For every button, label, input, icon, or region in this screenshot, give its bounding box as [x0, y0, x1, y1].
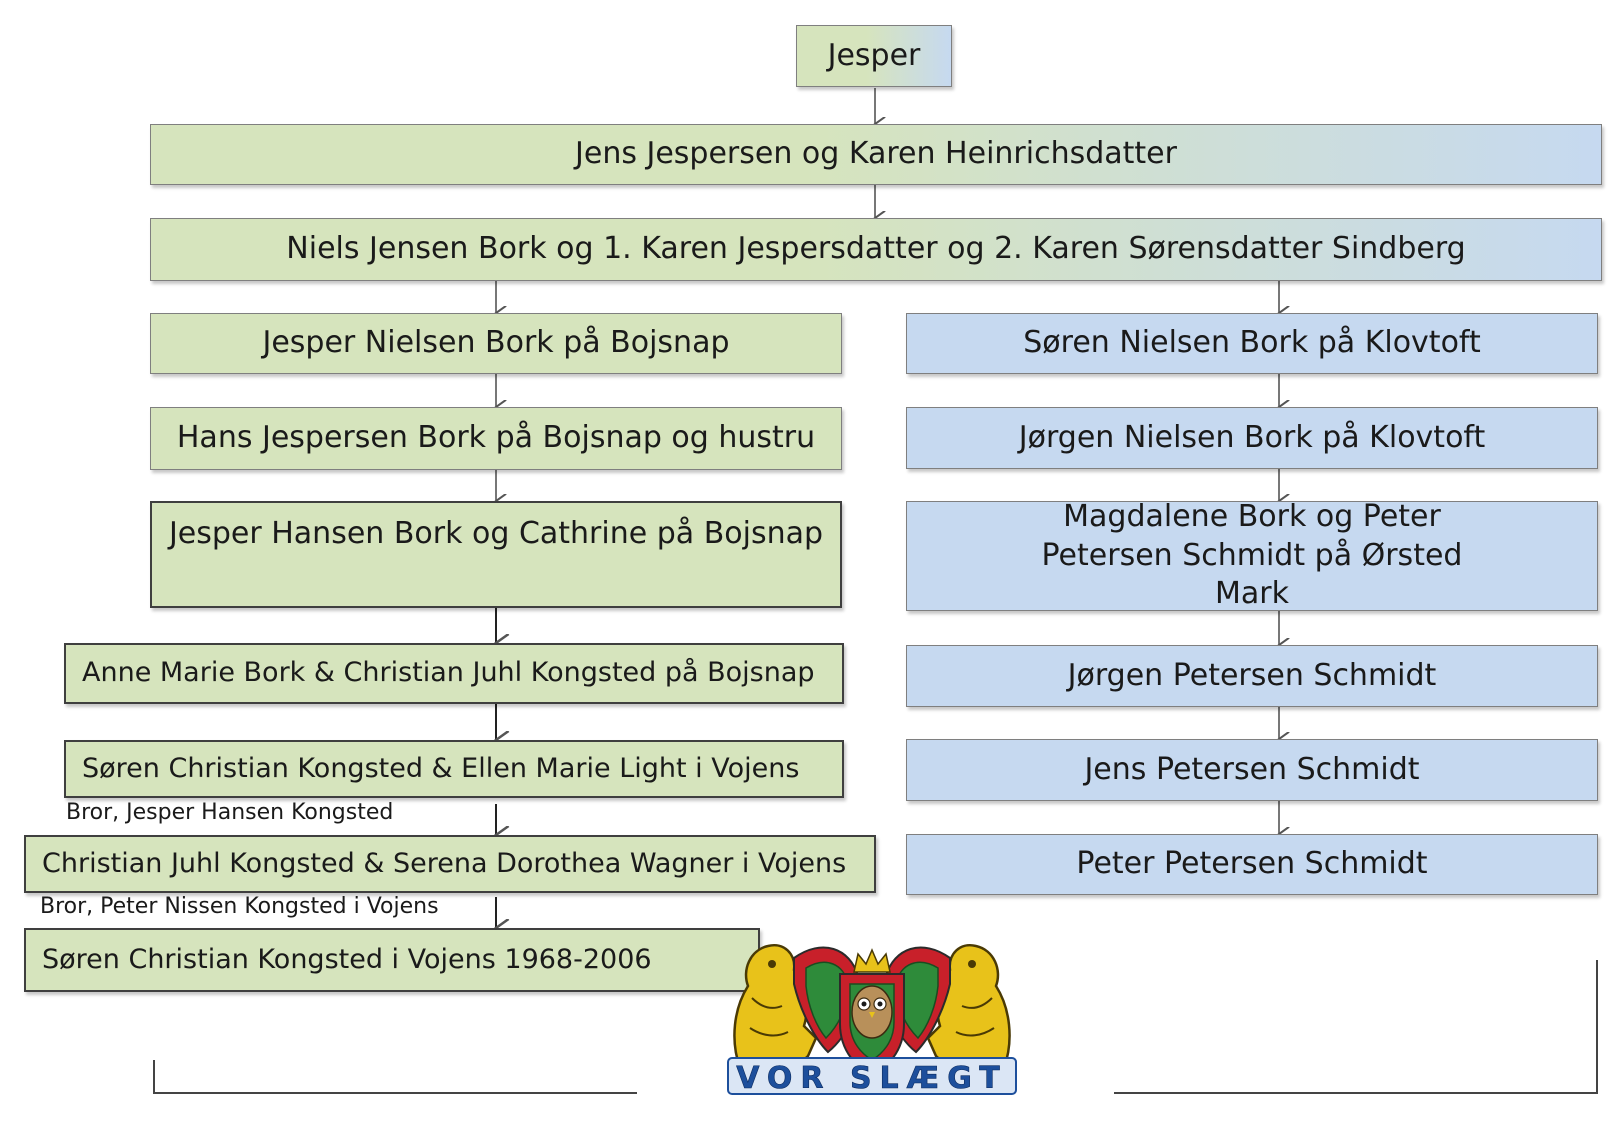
node-right-4-label: Jørgen Petersen Schmidt	[1067, 657, 1437, 693]
node-right-5-label: Jens Petersen Schmidt	[1084, 751, 1420, 787]
node-left-5-label: Søren Christian Kongsted & Ellen Marie Light i Vojens	[82, 752, 800, 784]
node-right-2-label: Jørgen Nielsen Bork på Klovtoft	[1018, 419, 1486, 455]
note-brother-1: Bror, Jesper Hansen Kongsted	[66, 800, 394, 825]
node-right-4	[906, 645, 1598, 707]
node-generation-2	[150, 218, 1602, 281]
node-left-1	[150, 313, 842, 374]
node-left-5	[64, 740, 844, 798]
node-left-2	[150, 407, 842, 470]
node-left-2-label: Hans Jespersen Bork på Bojsnap og hustru	[176, 420, 816, 456]
node-left-7	[24, 928, 760, 992]
node-left-4	[64, 643, 844, 704]
note-brother-2: Bror, Peter Nissen Kongsted i Vojens	[40, 894, 439, 919]
frame-line-right	[1114, 960, 1597, 1093]
node-right-1-label: Søren Nielsen Bork på Klovtoft	[1023, 325, 1481, 361]
node-left-7-label: Søren Christian Kongsted i Vojens 1968-2006	[42, 943, 652, 975]
node-generation-1	[150, 124, 1602, 185]
node-left-6	[24, 835, 876, 893]
node-right-6	[906, 834, 1598, 895]
node-left-3-label: Jesper Hansen Bork og Cathrine på Bojsnap	[168, 516, 824, 551]
node-right-3-label: Magdalene Bork og Peter Petersen Schmidt på Ørsted Mark	[1041, 499, 1463, 612]
node-left-6-label: Christian Juhl Kongsted & Serena Dorothea Wagner i Vojens	[42, 847, 847, 879]
node-left-1-label: Jesper Nielsen Bork på Bojsnap	[262, 325, 730, 361]
node-left-3	[150, 501, 842, 608]
node-generation-1-label: Jens Jespersen og Karen Heinrichsdatter	[575, 136, 1177, 172]
node-generation-2-label: Niels Jensen Bork og 1. Karen Jespersdatter og 2. Karen Sørensdatter Sindberg	[286, 231, 1466, 267]
node-right-3	[906, 501, 1598, 611]
node-right-2	[906, 407, 1598, 469]
logo-text: VOR SLÆGT	[736, 1061, 1008, 1096]
node-right-5	[906, 739, 1598, 801]
node-root	[796, 25, 952, 87]
node-right-6-label: Peter Petersen Schmidt	[1076, 846, 1428, 882]
node-right-1	[906, 313, 1598, 374]
node-left-4-label: Anne Marie Bork & Christian Juhl Kongsted på Bojsnap	[82, 657, 815, 689]
frame-line-left	[154, 1060, 637, 1093]
family-crest-icon	[722, 928, 1022, 1098]
node-root-label: Jesper	[827, 37, 921, 73]
